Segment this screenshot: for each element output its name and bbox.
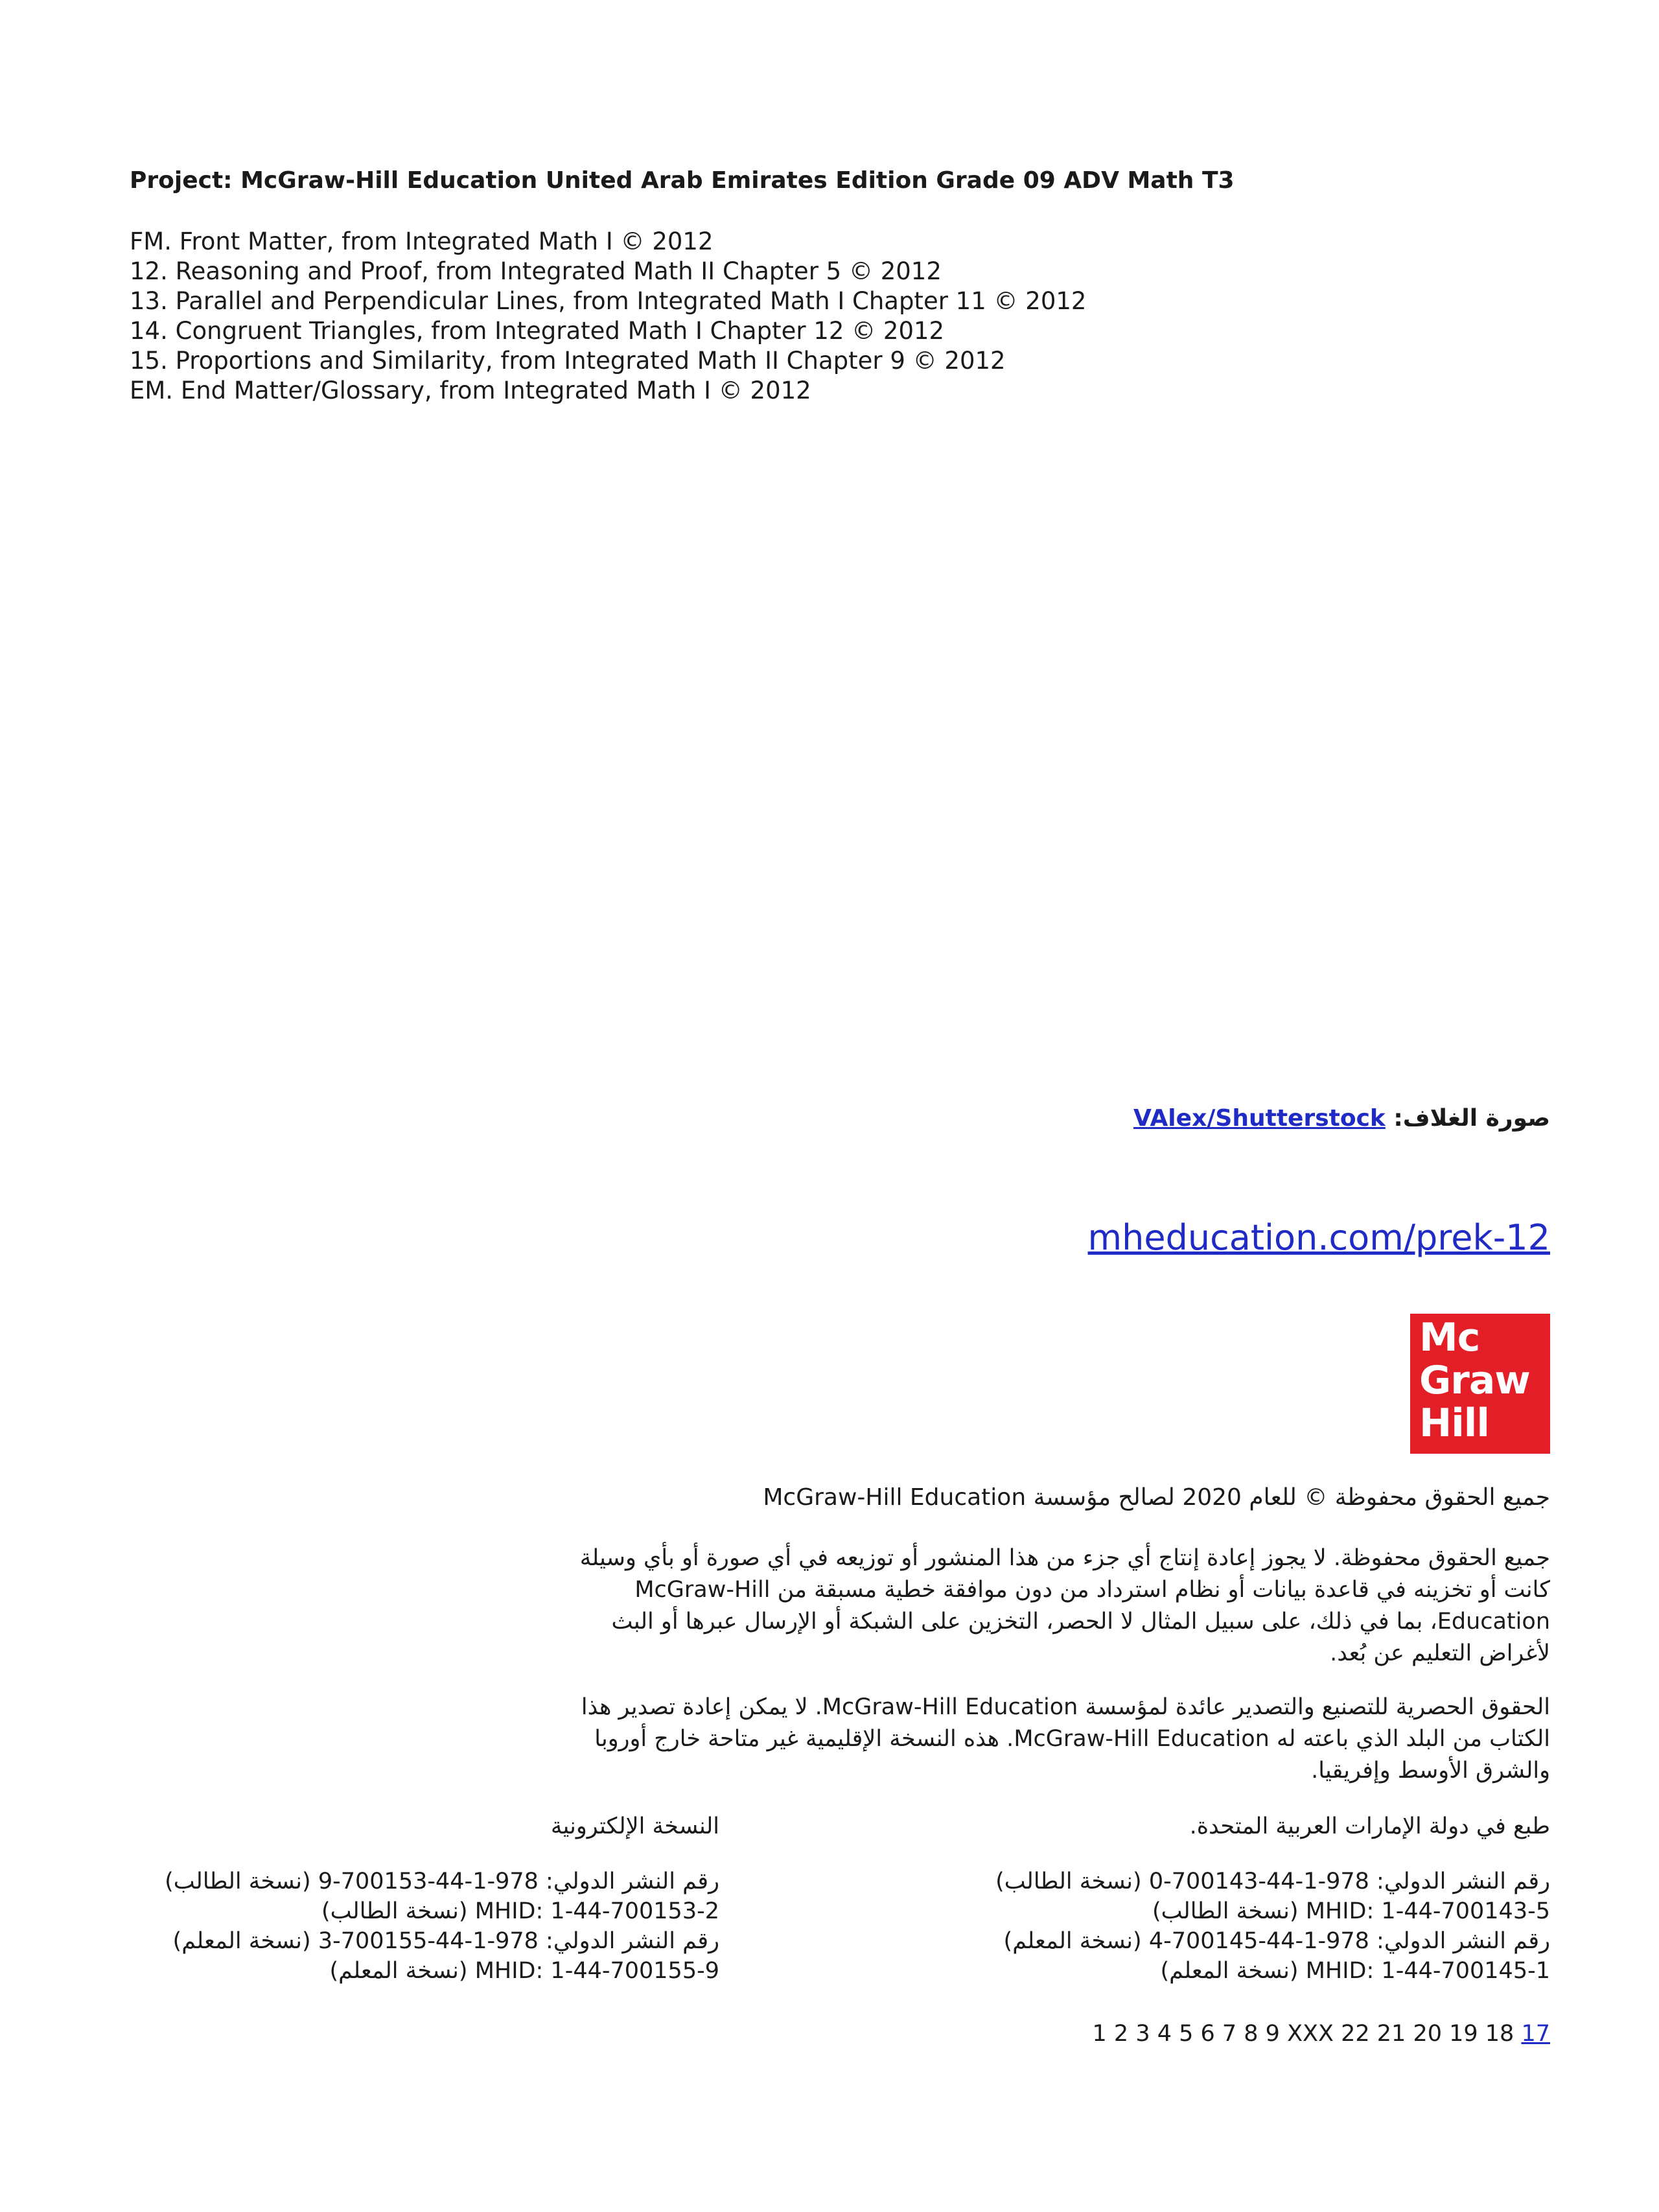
logo-text: Hill	[1419, 1401, 1489, 1446]
isbn-line: رقم النشر الدولي: 978-1-44-700155-3 (نسخة المعلم)	[172, 1928, 719, 1954]
print-isbn-list	[995, 1867, 1550, 1986]
logo-text: Mc	[1419, 1315, 1480, 1360]
rights-paragraph: جميع الحقوق محفوظة. لا يجوز إعادة إنتاج أي جزء من هذا المنشور أو توزيعه في أي صورة أو بأي وسيلة كانت أو تخزينه في قاعدة بيانات أو نظام استرداد من دون موافقة خطية مسبقة من McGraw-Hill Education، بما في ذلك، على سبيل المثال لا الحصر، التخزين على الشبكة أو الإرسال عبرها أو البث لأغراض التعليم عن بُعد.	[579, 1545, 1550, 1666]
project-title: Project: McGraw-Hill Education United Arab Emirates Edition Grade 09 ADV Math T3	[130, 167, 1235, 194]
isbn-line: رقم النشر الدولي: 978-1-44-700143-0 (نسخة الطالب)	[995, 1869, 1550, 1894]
cover-credit	[1133, 1105, 1550, 1132]
logo-text: Graw	[1419, 1358, 1530, 1403]
electronic-heading: النسخة الإلكترونية	[550, 1813, 719, 1839]
copyright-line: جميع الحقوق محفوظة © للعام 2020 لصالح مؤسسة McGraw-Hill Education	[763, 1484, 1550, 1511]
isbn-line: MHID: 1-44-700143-5 (نسخة الطالب)	[1152, 1898, 1550, 1924]
isbn-line: MHID: 1-44-700155-9 (نسخة المعلم)	[329, 1958, 719, 1984]
contents-item: EM. End Matter/Glossary, from Integrated Math I © 2012	[130, 377, 811, 404]
contents-list	[130, 227, 1296, 406]
mcgraw-hill-logo	[1410, 1314, 1550, 1454]
contents-item: 14. Congruent Triangles, from Integrated Math I Chapter 12 © 2012	[130, 317, 945, 345]
contents-item: 13. Parallel and Perpendicular Lines, from Integrated Math I Chapter 11 © 2012	[130, 287, 1087, 315]
cover-credit-link[interactable]: VAlex/Shutterstock	[1133, 1105, 1386, 1132]
ebook-isbn-list	[165, 1867, 719, 1986]
website-link[interactable]: mheducation.com/prek-12	[1087, 1217, 1550, 1258]
cover-label: صورة الغلاف:	[1393, 1105, 1550, 1132]
print-line	[1093, 2021, 1550, 2047]
print-line-link[interactable]: 17	[1521, 2021, 1550, 2047]
isbn-line: MHID: 1-44-700145-1 (نسخة المعلم)	[1160, 1958, 1550, 1984]
contents-item: FM. Front Matter, from Integrated Math I © 2012	[130, 227, 713, 255]
printed-heading: طبع في دولة الإمارات العربية المتحدة.	[1189, 1813, 1550, 1839]
export-paragraph: الحقوق الحصرية للتصنيع والتصدير عائدة لمؤسسة McGraw-Hill Education. لا يمكن إعادة تصدير هذا الكتاب من البلد الذي باعته له McGraw-Hill Education. هذه النسخة الإقليمية غير متاحة خارج أوروبا والشرق الأوسط وإفريقيا.	[581, 1694, 1550, 1784]
contents-item: 15. Proportions and Similarity, from Integrated Math II Chapter 9 © 2012	[130, 347, 1006, 375]
contents-item: 12. Reasoning and Proof, from Integrated Math II Chapter 5 © 2012	[130, 257, 942, 285]
print-line-numbers: 1 2 3 4 5 6 7 8 9 XXX 22 21 20 19 18	[1092, 2021, 1522, 2047]
isbn-line: رقم النشر الدولي: 978-1-44-700145-4 (نسخة المعلم)	[1003, 1928, 1550, 1954]
isbn-line: رقم النشر الدولي: 978-1-44-700153-9 (نسخة الطالب)	[165, 1869, 719, 1894]
isbn-line: MHID: 1-44-700153-2 (نسخة الطالب)	[321, 1898, 719, 1924]
